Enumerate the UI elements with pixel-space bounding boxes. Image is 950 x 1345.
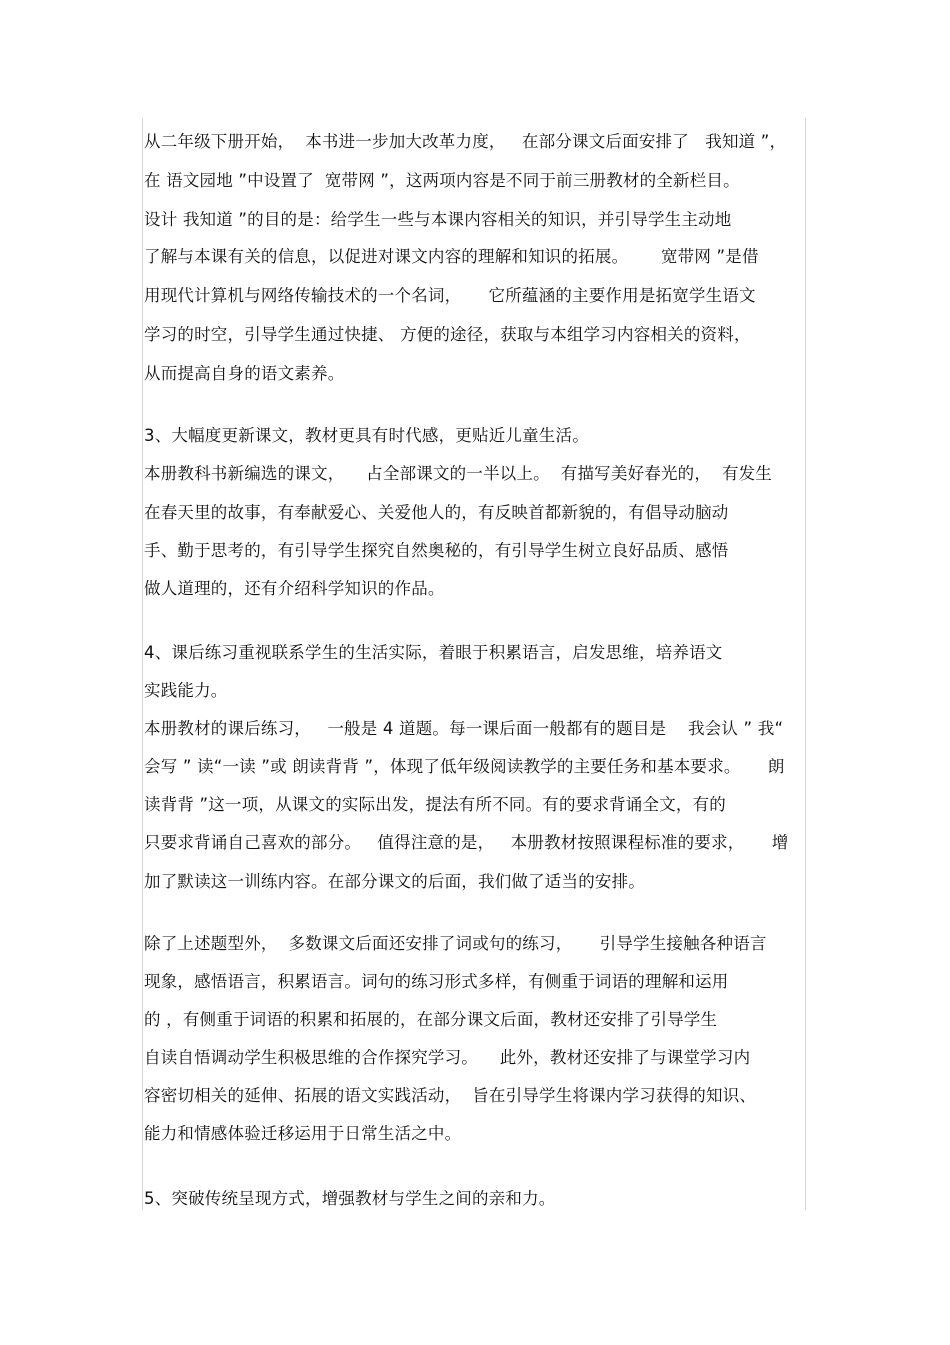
text-line: 设计 我知道 ”的目的是：给学生一些与本课内容相关的知识，并引导学生主动地 xyxy=(144,210,732,229)
section-heading: 4、课后练习重视联系学生的生活实际，着眼于积累语言，启发思维，培养语文 xyxy=(144,643,723,662)
text-line: 在 语文园地 ”中设置了 宽带网 ”，这两项内容是不同于前三册教材的全新栏目。 xyxy=(144,171,740,190)
text-line: 了解与本课有关的信息，以促进对课文内容的理解和知识的拓展。 宽带网 ”是借 xyxy=(144,247,759,266)
text-line: 读背背 ”这一项，从课文的实际出发，提法有所不同。有的要求背诵全文，有的 xyxy=(144,795,726,814)
text-line: 容密切相关的延伸、拓展的语文实践活动， 旨在引导学生将课内学习获得的知识、 xyxy=(144,1086,757,1105)
text-line: 手、勤于思考的，有引导学生探究自然奥秘的，有引导学生树立良好品质、感悟 xyxy=(144,541,729,560)
text-line: 加了默读这一训练内容。在部分课文的后面，我们做了适当的安排。 xyxy=(144,872,645,891)
text-line: 学习的时空，引导学生通过快捷、 方便的途径，获取与本组学习内容相关的资料， xyxy=(144,325,751,344)
text-line: 本册教科书新编选的课文， 占全部课文的一半以上。 有描写美好春光的， 有发生 xyxy=(144,464,773,483)
text-line: 只要求背诵自己喜欢的部分。 值得注意的是， 本册教材按照课程标准的要求， 增 xyxy=(144,833,789,852)
text-line: 除了上述题型外， 多数课文后面还安排了词或句的练习， 引导学生接触各种语言 xyxy=(144,934,767,953)
section-heading: 5、突破传统呈现方式，增强教材与学生之间的亲和力。 xyxy=(144,1189,556,1208)
text-line: 能力和情感体验迁移运用于日常生活之中。 xyxy=(144,1124,462,1143)
text-line: 从而提高自身的语文素养。 xyxy=(144,364,345,383)
text-line: 在春天里的故事，有奉献爱心、关爱他人的，有反映首都新貌的，有倡导动脑动 xyxy=(144,503,729,522)
text-line: 做人道理的，还有介绍科学知识的作品。 xyxy=(144,579,445,598)
section-heading: 3、大幅度更新课文，教材更具有时代感，更贴近儿童生活。 xyxy=(144,426,589,445)
text-line: 会写 ” 读“一读 ”或 朗读背背 ”，体现了低年级阅读教学的主要任务和基本要求。 朗 xyxy=(144,757,785,776)
text-line: 自读自悟调动学生积极思维的合作探究学习。 此外，教材还安排了与课堂学习内 xyxy=(144,1048,751,1067)
text-line: 的 ，有侧重于词语的积累和拓展的，在部分课文后面，教材还安排了引导学生 xyxy=(144,1010,718,1029)
text-line: 用现代计算机与网络传输技术的一个名词， 它所蕴涵的主要作用是拓宽学生语文 xyxy=(144,286,756,305)
text-line: 从二年级下册开始， 本书进一步加大改革力度， 在部分课文后面安排了 我知道 ”， xyxy=(144,132,787,151)
section-heading: 实践能力。 xyxy=(144,681,228,700)
text-line: 本册教材的课后练习， 一般是 4 道题。每一课后面一般都有的题目是 我会认 ” 我“ xyxy=(144,719,784,738)
text-line: 现象，感悟语言，积累语言。词句的练习形式多样，有侧重于词语的理解和运用 xyxy=(144,972,729,991)
